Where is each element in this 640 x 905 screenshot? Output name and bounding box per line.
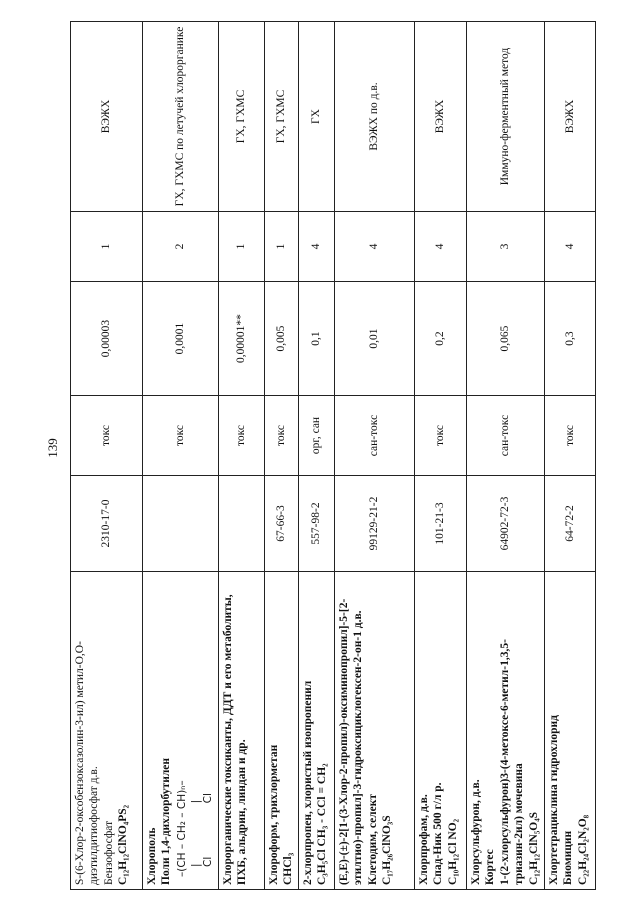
analysis-method: ВЭЖХ <box>545 22 596 212</box>
limit-value: 0,00003 <box>71 282 143 396</box>
substance-tradename: Кортес <box>484 849 497 885</box>
substance-name: Хлорорганические токсиканты, ДДТ и его метаболиты, ПХБ, альдрин, линдан и др. <box>222 594 249 885</box>
analysis-method: ГХ, ГХМС <box>265 22 299 212</box>
hazard-grade: 1 <box>219 212 265 282</box>
cas-number <box>143 476 219 572</box>
table-row <box>265 22 299 890</box>
hazard-grade: 4 <box>415 212 467 282</box>
substance-chemical-name: 1-(2-хлорсульфурон)3-(4-метоксе-6-метил-1,3,5-триазин-2ил) мочевина <box>498 639 526 885</box>
hazard-grade: 4 <box>545 212 596 282</box>
analysis-method: ГХ, ГХМС <box>219 22 265 212</box>
table-row <box>545 22 596 890</box>
limit-value: 0,3 <box>545 282 596 396</box>
hazard-class: токс <box>265 396 299 476</box>
hazard-grade: 4 <box>299 212 335 282</box>
chemical-formula: C₁₇H₂₆ClNO₃S <box>381 815 394 885</box>
substance-name-cell <box>265 572 299 890</box>
analysis-method: ВЭЖХ <box>415 22 467 212</box>
analysis-method: ВЭЖХ <box>71 22 143 212</box>
table-row <box>71 22 143 890</box>
hazard-grade: 1 <box>265 212 299 282</box>
substance-name: Хлороформ, трихлорметан <box>268 744 280 885</box>
substance-name: S-(6-Хлор-2-оксобензоксазолин-3-ил) метил-О,О-диэтилдитиофосфат д.в. <box>74 641 101 885</box>
substance-name-cell <box>335 572 415 890</box>
hazard-class: орг, сан <box>299 396 335 476</box>
hazard-grade: 4 <box>335 212 415 282</box>
cas-number: 99129-21-2 <box>335 476 415 572</box>
substance-tradename: Спад-Ник 500 г/л р. <box>432 782 445 885</box>
cas-number <box>219 476 265 572</box>
substance-name: 2-хлорпропен, хлористый изопропенил <box>302 680 314 885</box>
hazard-class: токс <box>71 396 143 476</box>
cas-number: 64902-72-3 <box>467 476 545 572</box>
limit-value: 0,005 <box>265 282 299 396</box>
hazard-class: сан-токс <box>335 396 415 476</box>
substance-name: Хлорополь <box>146 827 158 885</box>
table-wrapper <box>70 22 595 890</box>
limit-value: 0,065 <box>467 282 545 396</box>
substance-tradename: Биомицин <box>562 830 575 885</box>
cas-number: 557-98-2 <box>299 476 335 572</box>
limit-value: 0,01 <box>335 282 415 396</box>
substance-name-cell <box>467 572 545 890</box>
substance-name-cell <box>219 572 265 890</box>
substance-name-cell <box>415 572 467 890</box>
substance-table <box>70 21 596 890</box>
substance-name: Хлорпрофам, д.в. <box>418 794 430 885</box>
cas-number: 101-21-3 <box>415 476 467 572</box>
cas-number: 2310-17-0 <box>71 476 143 572</box>
substance-name-cell <box>143 572 219 890</box>
table-row <box>467 22 545 890</box>
page-number: 139 <box>45 438 60 458</box>
chemical-formula: CHCl₃ <box>282 852 295 885</box>
cas-number: 67-66-3 <box>265 476 299 572</box>
substance-name: Хлорсульфурон, д.в. <box>470 779 482 885</box>
hazard-class: сан-токс <box>467 396 545 476</box>
table-row <box>415 22 467 890</box>
hazard-grade: 1 <box>71 212 143 282</box>
limit-value: 0,2 <box>415 282 467 396</box>
substance-name-cell <box>71 572 143 890</box>
limit-value: 0,0001 <box>143 282 219 396</box>
hazard-class: токс <box>219 396 265 476</box>
analysis-method: ГХ <box>299 22 335 212</box>
rotated-table-container <box>70 22 595 890</box>
hazard-class: токс <box>143 396 219 476</box>
substance-name: (E,E)-(±)-2[1-(3-Хлор-2-пропил)-оксиминопропил]-5-[2-этилтио)-пропил]-3-гидроксициклогексен-2-он-1 д.в. <box>338 598 365 885</box>
limit-value: 0,00001** <box>219 282 265 396</box>
analysis-method: Иммуно-ферментный метод <box>467 22 545 212</box>
table-row <box>219 22 265 890</box>
substance-formula-line: C₃H₅Cl CH₃ - CCl = CH₂ <box>316 763 329 885</box>
chemical-formula: C₁₂H₁₂ClN₅O₄S <box>527 811 540 885</box>
substance-tradename: Клетодим, селект <box>366 793 379 885</box>
analysis-method: ВЭЖХ по д.в. <box>335 22 415 212</box>
cas-number: 64-72-2 <box>545 476 596 572</box>
structure-formula-substituents: | | Cl Cl <box>190 793 214 867</box>
table-row <box>335 22 415 890</box>
table-row <box>299 22 335 890</box>
hazard-class: токс <box>415 396 467 476</box>
chemical-formula: C₁₀H₁₂Cl NO₂ <box>446 818 459 885</box>
hazard-grade: 3 <box>467 212 545 282</box>
substance-tradename: Поли 1,4-дихлорбутилен <box>160 757 173 885</box>
hazard-grade: 2 <box>143 212 219 282</box>
chemical-formula: C₂₂H₂₄Cl₂N₂O₈ <box>576 814 589 885</box>
table-row <box>143 22 219 890</box>
substance-name-cell <box>545 572 596 890</box>
limit-value: 0,1 <box>299 282 335 396</box>
substance-tradename: Бензофосфат <box>102 820 115 885</box>
substance-name-cell <box>299 572 335 890</box>
structure-formula: –(CH – CH₂ – CH)ₙ– <box>175 780 188 877</box>
analysis-method: ГХ, ГХМС по летучей хлорорганике <box>143 22 219 212</box>
substance-name: Хлортетрациклина гидрохлорид <box>548 715 560 885</box>
hazard-class: токс <box>545 396 596 476</box>
chemical-formula: C₁₂H₁₂ClNO₄PS₂ <box>117 804 130 885</box>
